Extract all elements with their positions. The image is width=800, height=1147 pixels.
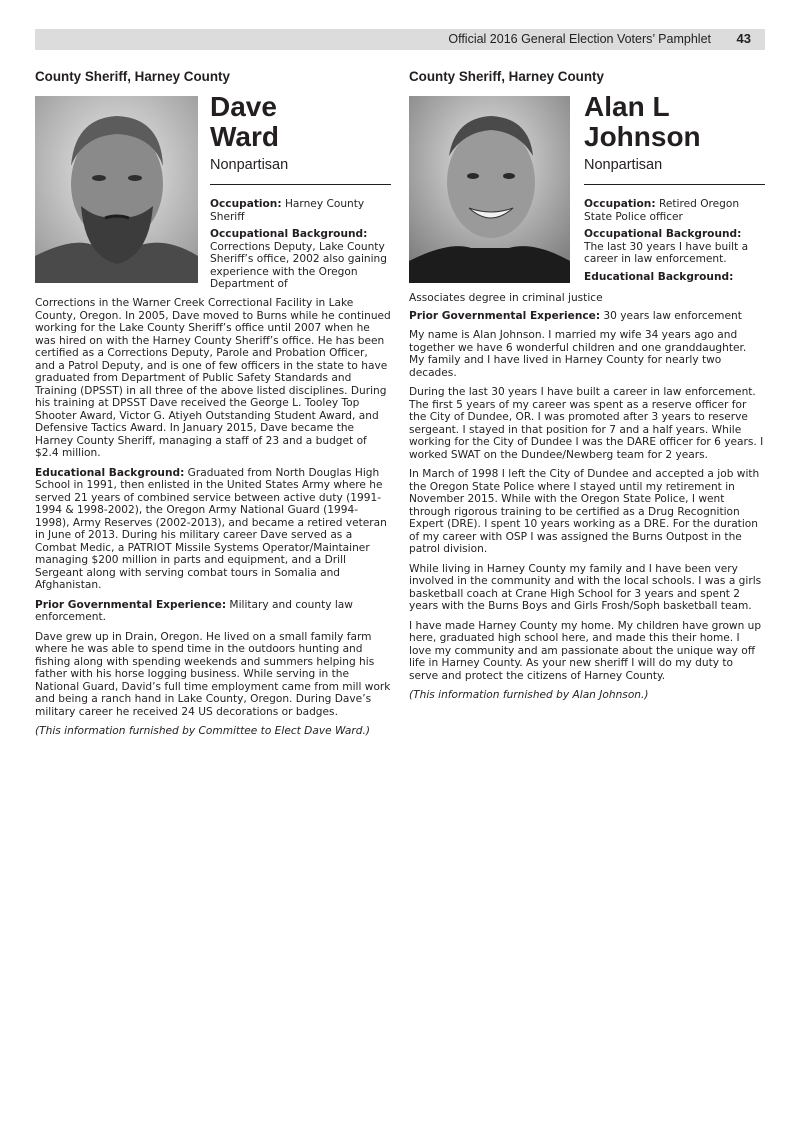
statement-paragraph-5: I have made Harney County my home. My children have grown up here, graduated high school here, and made this their home. I love my community and am passionate about the unique way off life in Harney County. As your new sheriff I will do my duty to serve and protect the citizens of Harney County.: [409, 619, 762, 682]
candidate-name: Alan L Johnson: [584, 91, 701, 152]
statement-body: [409, 292, 765, 707]
bio-paragraph: Dave grew up in Drain, Oregon. He lived on a small family farm where he was able to spend time in the outdoors hunting and fishing along with spending weekends and summers helping his father with his horse logging business. While serving in the National Guard, David’s full time employment came from mill work and being a ranch hand in Lake County, Oregon. During Dave’s military career he received 24 US decorations or badges.: [35, 630, 391, 718]
educational-background-value: Graduated from North Douglas High School in 1991, then enlisted in the United States Army where he served 21 years of combined service between active duty (1991-1994 & 1998-2002), the Oregon Army National Guard (1994-1998), Army Reserves (2002-2013), and became a retired veteran in June of 2013. During his military career Dave served as a Combat Medic, a PATRIOT Missile Systems Operator/Maintainer managing $200 million in parts and equipment, and a Drill Sergeant along with serving combat tours in Somalia and Afghanistan.: [35, 466, 387, 591]
educational-background-value: Associates degree in criminal justice: [409, 292, 603, 304]
divider: [584, 184, 765, 185]
candidate-name: Dave Ward: [210, 91, 279, 152]
educational-background-label: Educational Background:: [35, 466, 185, 479]
statement-body: [35, 297, 391, 743]
statement-paragraph-2: During the last 30 years I have built a career in law enforcement. The first 5 years of my career was spent as a reserve officer for the City of Dundee, OR. I was promoted after 3 years to reserve sergeant. I stayed in that position for 7 and a half years. While working for the City of Dundee I was the DARE officer for 6 years. I worked SWAT on the Dundee/Newberg team for 2 years.: [409, 386, 764, 461]
statement-paragraph-3: In March of 1998 I left the City of Dundee and accepted a job with the Oregon State Police where I stayed until my retirement in November 2015. While with the Oregon State Police, I went through rigorous training to be certified as a Drug Recognition Expert (DRE). I spent 10 years working as a DRE. For the duration of my career with OSP I was assigned the Burns Outpost in the patrol division.: [409, 468, 760, 555]
occupation-label: Occupation:: [210, 198, 282, 210]
side-text: [584, 198, 765, 283]
occupation-value: Retired Oregon State Police officer: [584, 198, 740, 223]
furnished-note: (This information furnished by Alan Johnson.): [409, 689, 649, 701]
divider: [210, 184, 391, 185]
educational-background-label: Educational Background:: [584, 270, 734, 283]
side-text: [210, 198, 391, 291]
prior-experience-label: Prior Governmental Experience:: [35, 598, 227, 611]
page-header-bar: [35, 29, 765, 50]
statement-paragraph-1: My name is Alan Johnson. I married my wife 34 years ago and together we have 6 wonderful children and one granddaughter. My family and I have lived in Harney County for nearly two decades.: [409, 329, 747, 379]
occupation-value: Harney County Sheriff: [210, 198, 365, 223]
office-heading: County Sheriff, Harney County: [35, 69, 230, 84]
prior-experience-value: 30 years law enforcement: [600, 309, 742, 322]
occupation-label: Occupation:: [584, 198, 656, 210]
pamphlet-title: Official 2016 General Election Voters’ Pamphlet: [448, 32, 711, 46]
party-affiliation: Nonpartisan: [584, 157, 663, 173]
occupational-background-label: Occupational Background:: [584, 228, 742, 240]
furnished-note: (This information furnished by Committee to Elect Dave Ward.): [35, 725, 370, 737]
occupational-background-value: The last 30 years I have built a career in law enforcement.: [584, 240, 749, 265]
statement-paragraph-4: While living in Harney County my family and I have been very involved in the community and with the local schools. I was a girls basketball coach at Crane High School for 3 years and spent 2 years with the Burns Boys and Girls Frosh/Soph basketball team.: [409, 562, 762, 612]
occupational-background-continued: Corrections in the Warner Creek Correctional Facility in Lake County, Oregon. In 2005, Dave moved to Burns while he continued working for the Lake County Sheriff’s office until 2007 when he was hired on with the Harney County Sheriff’s office. He has been certified as a Corrections Deputy, Parole and Probation Officer, and a Patrol Deputy, and is one of few officers in the state to have graduated from Department of Public Safety Standards and Training (DPSST) in all three of the above listed disciplines. During his training at DPSST Dave received the George L. Tooley Top Shooter Award, Victor G. Atiyeh Outstanding Student Award, and Defensive Tactics Award. In January 2015, Dave became the Harney County Sheriff, managing a staff of 23 and a budget of $2.4 million.: [35, 297, 391, 459]
occupational-background-label: Occupational Background:: [210, 228, 368, 240]
candidate-photo: [409, 96, 570, 283]
prior-experience-value: Military and county law enforcement.: [35, 598, 353, 623]
party-affiliation: Nonpartisan: [210, 157, 289, 173]
candidate-photo: [35, 96, 198, 283]
occupational-background-side: Corrections Deputy, Lake County Sheriff’s office, 2002 also gaining experience with the Oregon Department of: [210, 240, 387, 290]
office-heading: County Sheriff, Harney County: [409, 69, 604, 84]
prior-experience-label: Prior Governmental Experience:: [409, 309, 601, 322]
page-number: 43: [736, 31, 751, 46]
